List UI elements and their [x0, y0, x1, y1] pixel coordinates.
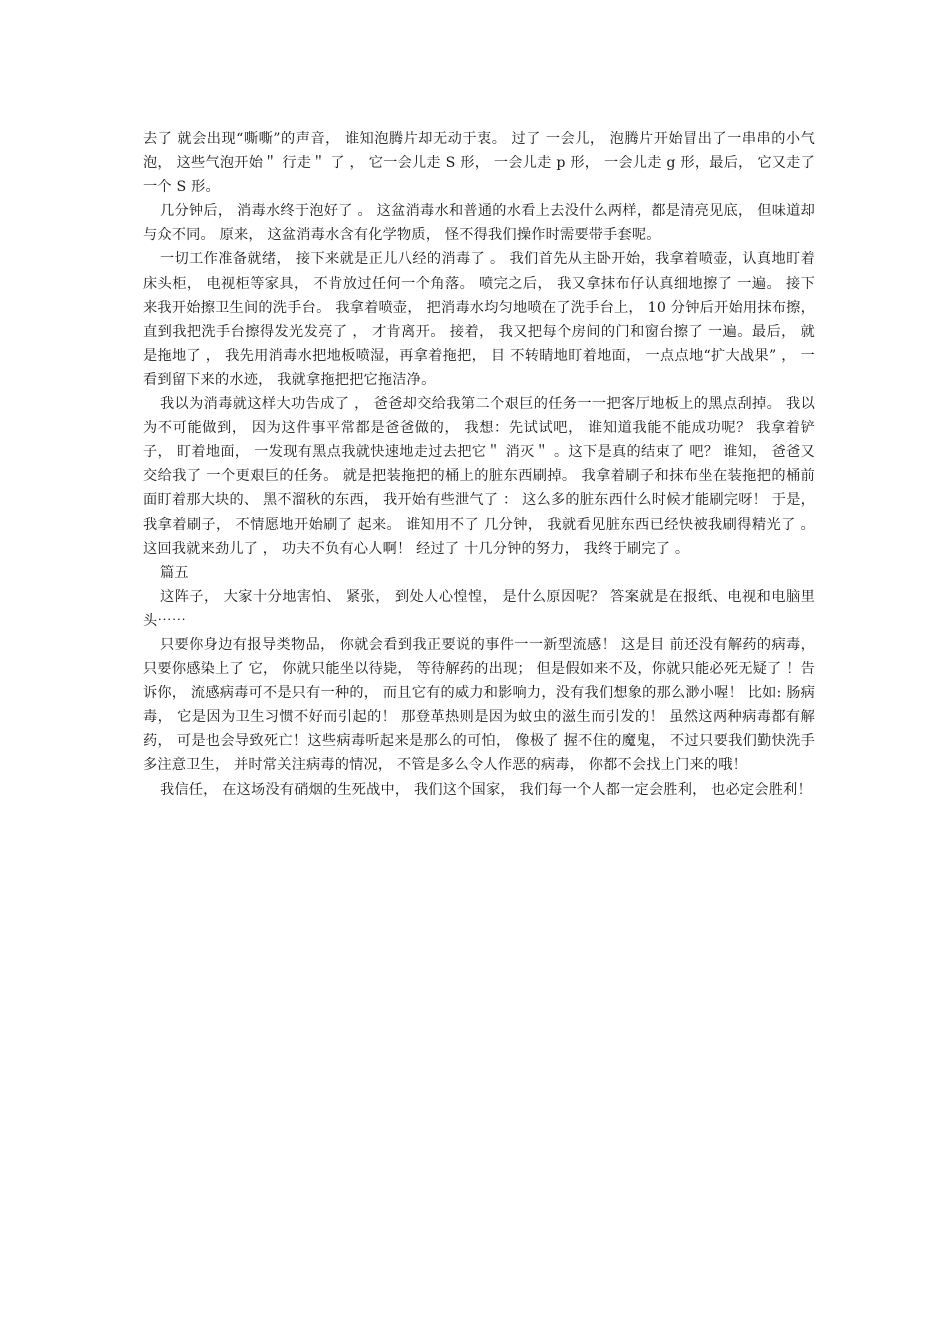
- paragraph-7: 我信任， 在这场没有硝烟的生死战中， 我们这个国家， 我们每一个人都一定会胜利， 也必定会胜利！: [160, 781, 812, 798]
- paragraph-6: 只要你身边有报导类物品， 你就会看到我正要说的事件一一新型流感！ 这是目 前还没有解药的病毒， 只要你感染上了 它， 你就只能坐以待毙， 等待解药的出现； 但是假如来不及，你就只能必死无疑了 ！告诉你， 流感病毒可不是只有一种的， 而且它有的威力和影响力，没有我们想象的那么渺小喔！ 比如: 肠病毒， 它是因为卫生习惯不好而引起的！ 那登革热则是因为蚊虫的滋生而引发的！ 虽然这两种病毒都有解药， 可是也会导致死亡！这些病毒听起来是那么的可怕， 像极了 握不住的魔鬼， 不过只要我们勤快洗手多注意卫生， 并时常关注病毒的情况， 不管是多么令人作恶的病毒， 你都不会找上门来的哦！: [143, 636, 815, 774]
- paragraph-5: 这阵子， 大家十分地害怕、 紧张， 到处人心惶惶， 是什么原因呢？ 答案就是在报纸、电视和电脑里头⋯⋯: [143, 588, 815, 629]
- document-page: [143, 127, 815, 802]
- paragraph-3: 一切工作准备就绪， 接下来就是正儿八经的消毒了 。 我们首先从主卧开始，我拿着喷壶，认真地盯着床头柜， 电视柜等家具， 不肯放过任何一个角落。 喷完之后， 我又拿抹布仔认真细地擦了 一遍。 接下来我开始擦卫生间的洗手台。 我拿着喷壶， 把消毒水均匀地喷在了洗手台上， 10 分钟后开始用抹布擦， 直到我把洗手台擦得发光发亮了 ， 才肯离开。 接着， 我又把每个房间的门和窗台擦了 一遍。最后， 就是拖地了 ， 我先用消毒水把地板喷湿，再拿着拖把， 目 不转睛地盯着地面， 一点点地“扩大战果” ， 一看到留下来的水迹， 我就拿拖把把它拖洁净。: [143, 251, 815, 388]
- section-heading: 篇五: [160, 564, 189, 581]
- paragraph-2: 几分钟后， 消毒水终于泡好了 。 这盆消毒水和普通的水看上去没什么两样，都是清亮见底， 但味道却与众不同。 原来， 这盆消毒水含有化学物质， 怪不得我们操作时需要带手套呢。: [143, 203, 815, 244]
- paragraph-4: 我以为消毒就这样大功告成了 ， 爸爸却交给我第二个艰巨的任务一一把客厅地板上的黑点刮掉。 我以为不可能做到， 因为这件事平常都是爸爸做的， 我想：先试试吧， 谁知道我能不能成功呢？ 我拿着铲子， 盯着地面， 一发现有黑点我就快速地走过去把它＂ 消灭＂ 。这下是真的结束了 吧？ 谁知， 爸爸又交给我了 一个更艰巨的任务。 就是把装拖把的桶上的脏东西刷掉。 我拿着刷子和抹布坐在装拖把的桶前面盯着那大块的、 黑不溜秋的东西， 我开始有些泄气了 ： 这么多的脏东西什么时候才能刷完呀！ 于是， 我拿着刷子， 不情愿地开始刷了 起来。 谁知用不了 几分钟， 我就看见脏东西已经快被我刷得精光了 。 这回我就来劲儿了 ， 功夫不负有心人啊！ 经过了 十几分钟的努力， 我终于刷完了 。: [143, 396, 815, 557]
- paragraph-1: 去了 就会出现“嘶嘶”的声音， 谁知泡腾片却无动于衷。 过了 一会儿， 泡腾片开始冒出了一串串的小气泡， 这些气泡开始＂ 行走＂ 了 ， 它一会儿走 S 形， 一会儿走 p 形， 一会儿走 g 形，最后， 它又走了 一个 S 形。: [143, 131, 815, 196]
